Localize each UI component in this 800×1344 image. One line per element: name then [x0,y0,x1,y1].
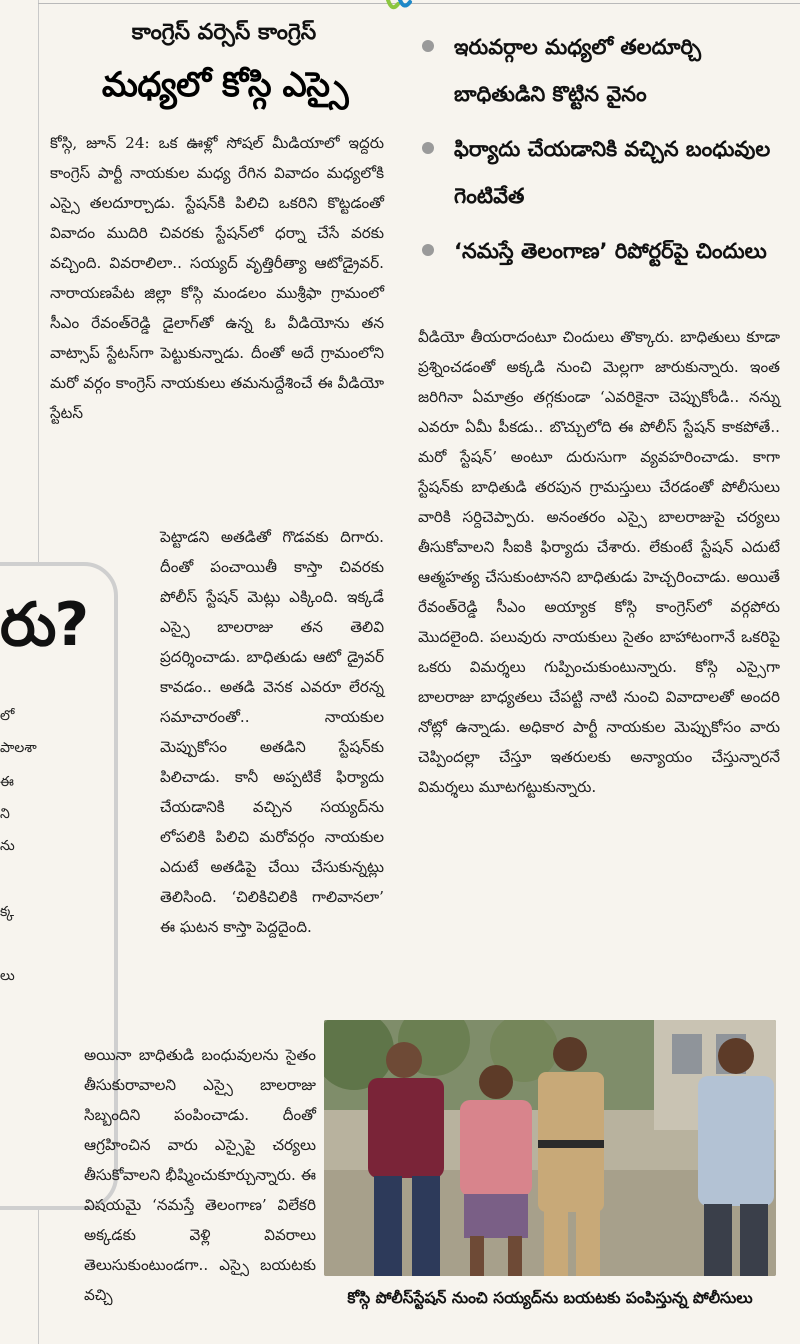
bullet-icon [422,142,434,154]
adjacent-fragment-line: పాలశా [0,740,37,756]
adjacent-fragment-line: క్క [0,904,15,920]
highlight-item: ఫిర్యాదు చేయడానికి వచ్చిన బంధువుల గెంటివేత [418,126,778,220]
photo-caption: కోస్గి పోలీస్‌స్టేషన్ నుంచి సయ్యద్‌ను బయటకు పంపిస్తున్న పోలీసులు [347,1289,753,1307]
article-column-1-top: కోస్గి, జూన్ 24: ఒక ఊళ్లో సోషల్ మీడియాలో ఇద్దరు కాంగ్రెస్ పార్టీ నాయకుల మధ్య రేగిన వివాదం మధ్యలోకి ఎస్సై తలదూర్చాడు. స్టేషన్‌కి పిలిచి ఒకరిని కొట్టడంతో వివాదం ముదిరి చివరకు స్టేషన్‌లో ధర్నా చేసే వరకు వచ్చింది. వివరాలిలా.. సయ్యద్ వృత్తిరీత్యా ఆటోడ్రైవర్. నారాయణపేట జిల్లా కోస్గి మండలం ముశ్రీఫా గ్రామంలో సీఎం రేవంత్‌రెడ్డి డైలాగ్‌తో ఉన్న ఓ వీడియోను తన వాట్సాప్ స్టేటస్‌గా పెట్టుకున్నాడు. దీంతో అదే గ్రామంలోని మరో వర్గం కాంగ్రెస్ నాయకులు తమనుద్దేశించే ఈ వీడియో స్టేటస్ [50,134,384,422]
top-rule [38,3,800,4]
publication-logo-icon [384,0,414,14]
adjacent-article-headline: రు? [0,590,88,660]
adjacent-fragment-line: ఈ [0,774,14,790]
police-station-scene-image [324,1020,776,1276]
article-column-1-bottom: అయినా బాధితుడి బంధువులను సైతం తీసుకురావాలని ఎస్సై బాలరాజు సిబ్బందిని పంపించాడు. దీంతో ఆగ్రహించిన వారు ఎస్సైపై చర్యలు తీసుకోవాలని భీష్మించుకూర్చున్నారు. ఈ విషయమై ‘నమస్తే తెలంగాణ’ విలేకరి అక్కడకు వెళ్లి వివరాలు తెలుసుకుంటుండగా.. ఎస్సై బయటకు వచ్చి [84,1046,316,1304]
adjacent-fragment-line: ను [0,838,15,854]
adjacent-fragment-line: లు [0,968,15,984]
headline-kicker: కాంగ్రెస్ వర్సెస్ కాంగ్రెస్ [131,20,317,45]
highlight-item: ‘నమస్తే తెలంగాణ’ రిపోర్టర్‌పై చిందులు [418,228,778,275]
news-photo [324,1020,776,1276]
bullet-icon [422,40,434,52]
highlight-item: ఇరువర్గాల మధ్యలో తలదూర్చి బాధితుడిని కొట్టిన వైనం [418,24,778,118]
highlights-list [418,24,778,283]
article-column-2: వీడియో తీయరాదంటూ చిందులు తొక్కారు. బాధితులు కూడా ప్రశ్నించడంతో అక్కడి నుంచి మెల్లగా జారుకున్నారు. ఇంత జరిగినా ఏమాత్రం తగ్గకుండా ‘ఎవరికైనా చెప్పుకోండి.. నన్ను ఎవరూ ఏమీ పీకడు.. బొచ్చులోది ఈ పోలీస్ స్టేషన్ కాకపోతే.. మరో స్టేషన్’ అంటూ దురుసుగా వ్యవహరించాడు. కాగా స్టేషన్‌కు బాధితుడి తరపున గ్రామస్తులు చేరడంతో పోలీసులు వారికి సర్దిచెప్పారు. అనంతరం ఎస్సై బాలరాజుపై చర్యలు తీసుకోవాలని సీఐకి ఫిర్యాదు చేశారు. లేకుంటే స్టేషన్ ఎదుటే ఆత్మహత్య చేసుకుంటానని బాధితుడు హెచ్చరించాడు. అయితే రేవంత్‌రెడ్డి సీఎం అయ్యాక కోస్గి కాంగ్రెస్‌లో వర్గపోరు మొదలైంది. పలువురు నాయకులు సైతం బాహాటంగానే ఒకరిపై ఒకరు విమర్శలు గుప్పించుకుంటున్నారు. కోస్గి ఎస్సైగా బాలరాజు బాధ్యతలు చేపట్టి నాటి నుంచి వివాదాలతో అందరి నోట్లో ఉన్నాడు. అధికార పార్టీ నాయకుల మెప్పుకోసం వారు చెప్పిందల్లా చేస్తూ ఇతరులకు అన్యాయం చేస్తున్నారనే విమర్శలు మూటగట్టుకున్నారు. [418,328,780,796]
main-headline: మధ్యలో కోస్గి ఎస్సై [101,65,349,105]
adjacent-fragment-line: లో [0,708,15,724]
adjacent-fragment-line: ని [0,806,10,822]
article-column-1-middle: పెట్టాడని అతడితో గొడవకు దిగారు. దీంతో పంచాయితీ కాస్తా చివరకు పోలీస్ స్టేషన్ మెట్లు ఎక్కింది. ఇక్కడే ఎస్సై బాలరాజు తన తెలివి ప్రదర్శించాడు. బాధితుడు ఆటో డ్రైవర్ కావడం.. అతడి వెనక ఎవరూ లేరన్న సమాచారంతో.. నాయకుల మెప్పుకోసం అతడిని స్టేషన్‌కు పిలిచాడు. కానీ అప్పటికే ఫిర్యాదు చేయడానికి వచ్చిన సయ్యద్‌ను లోపలికి పిలిచి మరోవర్గం నాయకుల ఎదుటే అతడిపై చేయి చేసుకున్నట్లు తెలిసింది. ‘చిలికిచిలికి గాలివానలా’ ఈ ఘటన కాస్తా పెద్దదైంది. [160,528,384,936]
bullet-icon [422,244,434,256]
